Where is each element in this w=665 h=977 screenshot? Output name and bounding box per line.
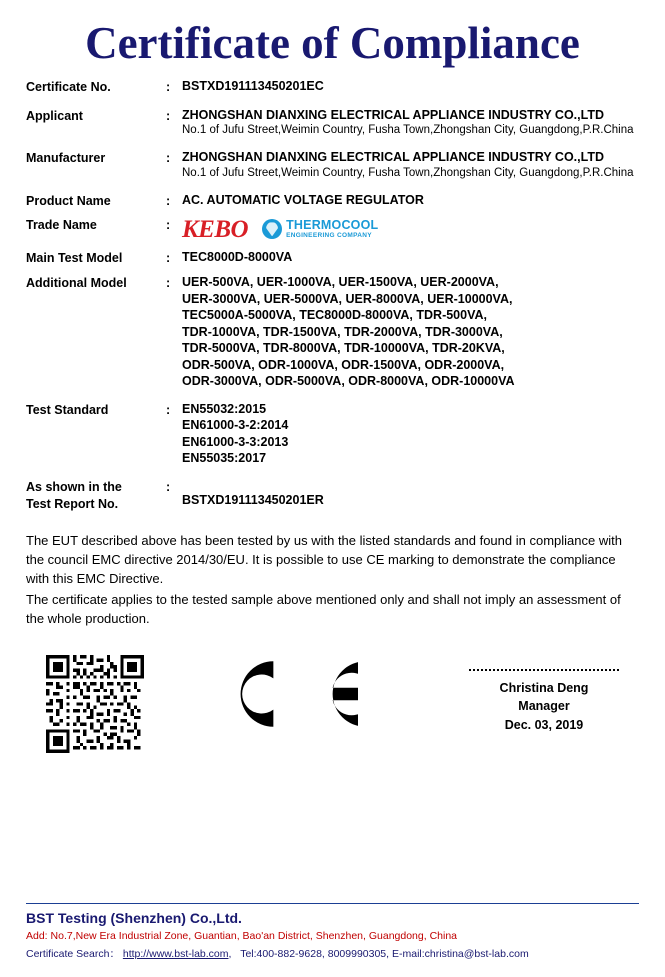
footer-divider xyxy=(26,903,639,904)
value-applicant-name: ZHONGSHAN DIANXING ELECTRICAL APPLIANCE INDUSTRY CO.,LTD xyxy=(182,107,605,122)
test-standard-line: EN55032:2015 xyxy=(182,401,267,416)
signature-block xyxy=(449,655,639,735)
comma: , xyxy=(228,948,232,960)
field-trade-name xyxy=(26,216,639,242)
colon: : xyxy=(166,218,171,233)
colon: : xyxy=(166,276,171,291)
spacer xyxy=(26,140,639,149)
footer-address: Add: No.7,New Era Industrial Zone, Guantian, Bao'an District, Shenzhen, Guangdong, China xyxy=(26,930,458,942)
colon: : xyxy=(166,108,171,123)
label-additional-model: Additional Model xyxy=(26,276,127,291)
value-certificate-no: BSTXD191113450201EC xyxy=(182,78,324,93)
colon: : xyxy=(166,151,171,166)
additional-model-line: UER-500VA, UER-1000VA, UER-1500VA, UER-2000VA, xyxy=(182,275,499,290)
certificate-search-colon: ： xyxy=(109,948,120,960)
value-main-test-model: TEC8000D-8000VA xyxy=(182,250,293,265)
label-applicant: Applicant xyxy=(26,108,83,123)
ce-mark-container xyxy=(144,655,449,733)
thermocool-text xyxy=(286,219,378,239)
page-title: Certificate of Compliance xyxy=(85,18,580,68)
field-test-standard xyxy=(26,401,639,467)
label-test-report-no xyxy=(26,478,166,513)
additional-model-line: TEC5000A-5000VA, TEC8000D-8000VA, TDR-500VA, xyxy=(182,308,487,323)
label-test-standard: Test Standard xyxy=(26,402,109,417)
field-test-report-no xyxy=(26,478,639,513)
brand-logos xyxy=(182,216,639,242)
test-standard-line: EN55035:2017 xyxy=(182,451,267,466)
spacer xyxy=(26,183,639,192)
body-text xyxy=(26,531,639,629)
footer-email[interactable]: E-mail:christina@bst-lab.com xyxy=(392,948,529,960)
value-applicant-block xyxy=(182,107,639,138)
label-test-report-no-line1: As shown in the xyxy=(26,479,122,494)
label-manufacturer: Manufacturer xyxy=(26,151,106,166)
value-additional-model xyxy=(182,274,639,390)
test-standard-line: EN61000-3-3:2013 xyxy=(182,434,289,449)
colon: : xyxy=(166,251,171,266)
field-applicant xyxy=(26,107,639,138)
thermocool-name: THERMOCOOL xyxy=(286,218,379,233)
field-certificate-no xyxy=(26,78,639,96)
certificate-fields xyxy=(26,78,639,513)
spacer xyxy=(26,469,639,478)
body-paragraph-1: The EUT described above has been tested by us with the listed standards and found in compliance with the council EMC directive 2014/30/EU. It is possible to use CE marking to demonstrate the compliance with this EMC Directive. xyxy=(26,532,622,586)
colon: : xyxy=(166,402,171,417)
value-applicant-address: No.1 of Jufu Street,Weimin Country, Fusha Town,Zhongshan City, Guangdong,P.R.China xyxy=(182,124,634,137)
signatory-position: Manager xyxy=(518,699,570,714)
additional-model-line: TDR-5000VA, TDR-8000VA, TDR-10000VA, TDR-20KVA, xyxy=(182,341,505,356)
label-test-report-no-line2: Test Report No. xyxy=(26,496,119,511)
thermocool-logo xyxy=(262,219,378,239)
additional-model-line: ODR-3000VA, ODR-5000VA, ODR-8000VA, ODR-10000VA xyxy=(182,374,515,389)
website-link[interactable]: http://www.bst-lab.com xyxy=(122,948,229,960)
label-product-name: Product Name xyxy=(26,193,111,208)
label-certificate-no: Certificate No. xyxy=(26,79,111,94)
footer-telephone: Tel:400-882-9628, 8009990305, xyxy=(240,948,390,960)
thermocool-mark-icon xyxy=(262,219,282,239)
ce-mark-icon xyxy=(225,655,358,733)
additional-model-line: TDR-1000VA, TDR-1500VA, TDR-2000VA, TDR-3000VA, xyxy=(182,324,503,339)
footer xyxy=(26,903,639,961)
value-test-report-no: BSTXD191113450201ER xyxy=(182,492,324,507)
kebo-logo: KEBO xyxy=(182,215,249,243)
marks-and-signature xyxy=(26,655,639,775)
value-manufacturer-name: ZHONGSHAN DIANXING ELECTRICAL APPLIANCE INDUSTRY CO.,LTD xyxy=(182,150,605,165)
field-main-test-model xyxy=(26,249,639,267)
signatory-name: Christina Deng xyxy=(499,680,589,695)
thermocool-subtitle: ENGINEERING COMPANY xyxy=(286,231,372,239)
value-product-name: AC. AUTOMATIC VOLTAGE REGULATOR xyxy=(182,192,424,207)
certificate-page xyxy=(0,18,665,977)
spacer xyxy=(26,392,639,401)
field-additional-model xyxy=(26,274,639,390)
test-standard-line: EN61000-3-2:2014 xyxy=(182,418,289,433)
value-manufacturer-block xyxy=(182,149,639,180)
colon: : xyxy=(166,479,171,494)
colon: : xyxy=(166,193,171,208)
footer-company-name: BST Testing (Shenzhen) Co.,Ltd. xyxy=(26,910,242,926)
certificate-search-label: Certificate Search xyxy=(26,948,110,960)
additional-model-line: ODR-500VA, ODR-1000VA, ODR-1500VA, ODR-2000VA, xyxy=(182,357,505,372)
value-trade-name-block xyxy=(182,216,639,242)
label-trade-name: Trade Name xyxy=(26,218,97,233)
spacer xyxy=(26,98,639,107)
signature-line xyxy=(469,669,619,671)
body-paragraph-2: The certificate applies to the tested sample above mentioned only and shall not imply an assessment of the whole production. xyxy=(26,592,621,627)
value-manufacturer-address: No.1 of Jufu Street,Weimin Country, Fusha Town,Zhongshan City, Guangdong,P.R.China xyxy=(182,166,634,179)
field-product-name xyxy=(26,192,639,210)
qr-code-icon xyxy=(46,655,144,753)
value-test-standard xyxy=(182,401,639,467)
signature-date: Dec. 03, 2019 xyxy=(504,718,584,733)
additional-model-line: UER-3000VA, UER-5000VA, UER-8000VA, UER-10000VA, xyxy=(182,291,513,306)
label-main-test-model: Main Test Model xyxy=(26,251,123,266)
colon: : xyxy=(166,79,171,94)
field-manufacturer xyxy=(26,149,639,180)
